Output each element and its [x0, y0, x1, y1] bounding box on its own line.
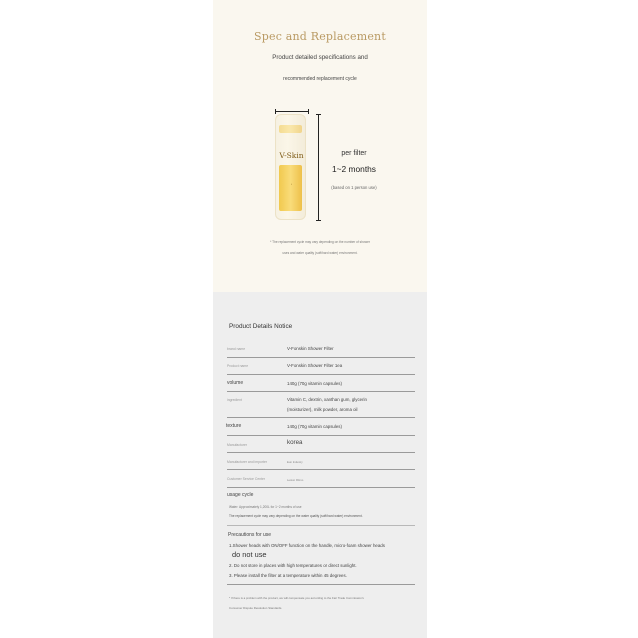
notice-row-volume — [227, 375, 415, 392]
row-value: Lesion Ritmo — [287, 478, 304, 482]
height-tick-top — [316, 114, 321, 115]
row-value: 140g (70g vitamin capsules) — [287, 424, 342, 429]
filter-brand-logo: V-Skin — [279, 151, 304, 160]
notice-row-importer — [227, 453, 415, 470]
precaution-1: 1.Shower heads with ON/OFF function on the handle, micro-foam shower heads — [229, 543, 385, 548]
precaution-3: 3. Please install the filter at a temperature within 45 degrees. — [229, 573, 347, 578]
row-value: V-Fonskin Shower Filter 1ea — [287, 363, 343, 368]
width-tick-left — [275, 109, 276, 114]
notice-row-texture — [227, 418, 415, 436]
usage-cycle-line1: Water: Approximately 1,200L for 1~2 months of use — [229, 505, 302, 509]
spec-note-line2: uses and water quality (soft/hard water) environment. — [282, 251, 358, 255]
spec-subtitle-line2: recommended replacement cycle — [283, 76, 357, 82]
row-label: texture — [226, 423, 242, 429]
replacement-months: 1~2 months — [332, 164, 376, 174]
notice-row-customer-service — [227, 470, 415, 488]
row-value: Eun Industry — [287, 460, 303, 464]
notice-row-product-name — [227, 358, 415, 375]
row-label: volume — [227, 380, 244, 386]
spec-section — [213, 0, 427, 292]
row-label: ingredient — [227, 398, 242, 402]
notice-row-brand — [227, 342, 415, 358]
filter-top-band — [279, 125, 302, 133]
shower-filter-image — [275, 114, 306, 220]
precaution-2: 2. Do not store in places with high temperatures or direct sunlight. — [229, 563, 357, 568]
usage-cycle-line2: The replacement cycle may vary depending on the water quality (soft/hard water) environment. — [229, 514, 363, 518]
row-value: V-Fonskin Shower Filter — [287, 346, 334, 351]
precautions-title: Precautions for use — [228, 532, 272, 538]
notice-row-manufacturer — [227, 436, 415, 453]
row-label: Product name — [227, 364, 249, 368]
notice-row-ingredient — [227, 392, 415, 418]
spec-note-line1: * The replacement cycle may vary depending on the number of shower — [270, 240, 370, 244]
footer-line2: Consumer Dispute Resolution Standards. — [229, 606, 283, 610]
filter-vitamin-fill — [279, 165, 302, 211]
width-tick-right — [308, 109, 309, 114]
usage-basis: (based on 1 person use) — [331, 185, 377, 190]
precautions-divider — [227, 584, 415, 585]
row-label: Customer Service Center — [227, 477, 266, 481]
row-label: brand name — [227, 347, 246, 351]
product-detail-column — [213, 0, 427, 638]
width-dimension-line — [275, 111, 309, 112]
per-filter-label: per filter — [341, 150, 367, 157]
precaution-1-continued: do not use — [232, 550, 267, 559]
row-label: Manufacturer and importer — [227, 460, 267, 464]
spec-subtitle-line1: Product detailed specifications and — [272, 54, 368, 61]
row-value: 140g (70g vitamin capsules) — [287, 381, 342, 386]
footer-line1: * If there is a problem with the product, we will compensate you according to the Fair Trade Commission's — [229, 596, 364, 600]
height-tick-bottom — [316, 220, 321, 221]
filter-label-mark: • — [291, 183, 292, 186]
usage-divider — [227, 525, 415, 526]
row-value-line1: Vitamin C, dextrin, xanthan gum, glycerin — [287, 397, 367, 402]
row-value-line2: (moisturizer), milk powder, aroma oil — [287, 407, 358, 412]
row-value: korea — [287, 439, 303, 446]
spec-title: Spec and Replacement — [254, 30, 386, 43]
notice-title: Product Details Notice — [229, 323, 293, 330]
row-label: Manufacturer — [227, 443, 247, 447]
usage-cycle-label: usage cycle — [227, 492, 254, 498]
